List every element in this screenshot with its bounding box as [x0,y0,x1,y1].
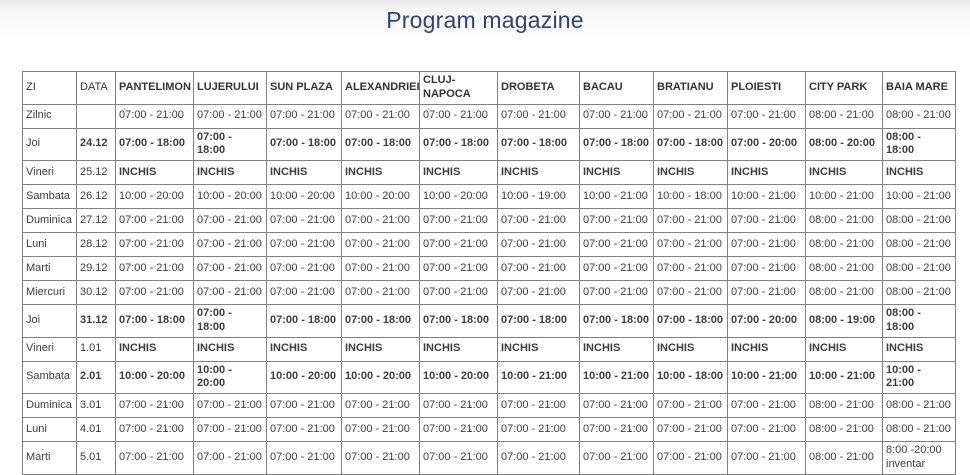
hours-cell: 07:00 - 18:00 [116,305,194,338]
date-cell [77,104,116,128]
day-cell: Joi [23,305,77,338]
column-header-alexandriei: ALEXANDRIEI [342,72,420,105]
hours-cell: 07:00 - 21:00 [194,281,267,305]
hours-cell: 08:00 - 21:00 [806,281,883,305]
column-header-baia-mare: BAIA MARE [883,72,956,105]
day-cell: Luni [23,233,77,257]
hours-cell: 07:00 - 21:00 [498,257,580,281]
hours-cell: INCHIS [267,337,342,361]
column-header-cluj-napoca: CLUJ-NAPOCA [420,72,498,105]
date-cell: 29.12 [77,257,116,281]
hours-cell: 08:00 - 21:00 [806,442,883,475]
hours-cell: 07:00 - 21:00 [420,281,498,305]
hours-cell: 07:00 - 21:00 [194,209,267,233]
hours-cell: 07:00 - 21:00 [420,394,498,418]
hours-cell: 10:00 - 20:00 [342,361,420,394]
hours-cell: 07:00 - 21:00 [498,104,580,128]
hours-cell: INCHIS [883,161,956,185]
hours-cell: INCHIS [420,337,498,361]
table-row [23,233,956,257]
date-cell: 4.01 [77,418,116,442]
hours-cell: 07:00 - 18:00 [654,128,728,161]
hours-cell: 10:00 - 21:00 [728,185,806,209]
hours-cell: 10:00 - 20:00 [420,361,498,394]
hours-cell: 10:00 - 21:00 [883,185,956,209]
hours-cell: 07:00 - 21:00 [580,281,654,305]
hours-cell: 07:00 - 21:00 [654,442,728,475]
day-cell: Marti [23,442,77,475]
hours-cell: 07:00 - 21:00 [116,442,194,475]
hours-cell: 08:00 - 21:00 [806,394,883,418]
hours-cell: INCHIS [267,161,342,185]
hours-cell: 07:00 - 21:00 [498,209,580,233]
hours-cell: 07:00 - 21:00 [342,442,420,475]
hours-cell: INCHIS [728,161,806,185]
hours-cell: 07:00 - 21:00 [116,281,194,305]
hours-cell: 07:00 - 21:00 [498,281,580,305]
hours-cell: INCHIS [420,161,498,185]
hours-cell: 07:00 - 21:00 [194,418,267,442]
column-header-lujerului: LUJERULUI [194,72,267,105]
hours-cell: 07:00 - 21:00 [580,233,654,257]
table-row [23,281,956,305]
table-row [23,418,956,442]
hours-cell: 07:00 - 21:00 [728,442,806,475]
hours-cell: 07:00 - 21:00 [267,104,342,128]
hours-cell: 08:00 - 21:00 [806,233,883,257]
hours-cell: 07:00 - 18:00 [267,305,342,338]
hours-cell: 07:00 - 21:00 [194,257,267,281]
table-row [23,394,956,418]
hours-cell: 10:00 - 20:00 [342,185,420,209]
column-header-pantelimon: PANTELIMON [116,72,194,105]
day-cell: Duminica [23,394,77,418]
hours-cell: 07:00 - 21:00 [267,233,342,257]
day-cell: Vineri [23,161,77,185]
hours-cell: 07:00 - 21:00 [728,233,806,257]
column-header-city-park: CITY PARK [806,72,883,105]
hours-cell: 10:00 - 21:00 [728,361,806,394]
hours-cell: 07:00 - 21:00 [116,394,194,418]
hours-cell: 07:00 - 21:00 [420,257,498,281]
date-cell: 2.01 [77,361,116,394]
hours-cell: 07:00 - 21:00 [580,209,654,233]
table-row [23,185,956,209]
hours-cell: 07:00 - 18:00 [498,128,580,161]
hours-cell: 10:00 - 20:00 [420,185,498,209]
hours-cell: 10:00 - 20:00 [194,185,267,209]
day-cell: Luni [23,418,77,442]
hours-cell: 07:00 - 21:00 [194,104,267,128]
hours-cell: 07:00 - 18:00 [342,128,420,161]
hours-cell: 07:00 - 21:00 [580,418,654,442]
day-cell: Vineri [23,337,77,361]
hours-cell: 07:00 - 18:00 [498,305,580,338]
hours-cell: INCHIS [194,161,267,185]
hours-cell: 07:00 - 18:00 [654,305,728,338]
hours-cell: 07:00 - 21:00 [728,281,806,305]
hours-cell: INCHIS [580,161,654,185]
table-row [23,337,956,361]
hours-cell: 10:00 - 20:00 [116,361,194,394]
hours-cell: 10:00 - 21:00 [580,185,654,209]
hours-cell: 07:00 - 21:00 [654,209,728,233]
hours-cell: 07:00 - 21:00 [116,233,194,257]
hours-cell: 07:00 - 21:00 [728,418,806,442]
day-cell: Sambata [23,361,77,394]
day-cell: Marti [23,257,77,281]
table-row [23,104,956,128]
hours-cell: INCHIS [498,161,580,185]
hours-cell: 07:00 - 21:00 [654,281,728,305]
date-cell: 30.12 [77,281,116,305]
hours-cell: INCHIS [116,337,194,361]
column-header-bacau: BACAU [580,72,654,105]
hours-cell: 08:00 - 21:00 [883,394,956,418]
hours-cell: 07:00 - 21:00 [194,233,267,257]
hours-cell: 07:00 - 21:00 [194,394,267,418]
hours-cell: 07:00 - 18:00 [580,305,654,338]
hours-cell: 07:00 - 21:00 [342,281,420,305]
hours-cell: 07:00 - 21:00 [420,209,498,233]
hours-cell: 07:00 - 21:00 [116,257,194,281]
hours-cell: 07:00 - 21:00 [728,209,806,233]
hours-cell: 07:00 - 21:00 [498,394,580,418]
hours-cell: 07:00 - 21:00 [580,257,654,281]
hours-cell: 07:00 - 20:00 [728,305,806,338]
hours-cell: INCHIS [883,337,956,361]
hours-cell: 07:00 - 21:00 [580,104,654,128]
hours-cell: 07:00 - 21:00 [342,394,420,418]
hours-cell: 08:00 - 21:00 [883,281,956,305]
hours-cell: 08:00 - 21:00 [883,209,956,233]
hours-cell: 07:00 - 21:00 [342,104,420,128]
day-cell: Sambata [23,185,77,209]
hours-cell: 08:00 - 21:00 [806,104,883,128]
hours-cell: 07:00 - 21:00 [267,281,342,305]
hours-cell: 8:00 -20:00 inventar [883,442,956,475]
hours-cell: INCHIS [806,161,883,185]
hours-cell: 07:00 - 18:00 [194,305,267,338]
hours-cell: 07:00 - 21:00 [267,209,342,233]
hours-cell: INCHIS [116,161,194,185]
hours-cell: 07:00 - 18:00 [194,128,267,161]
hours-cell: 07:00 - 18:00 [420,128,498,161]
hours-cell: 07:00 - 21:00 [267,418,342,442]
hours-cell: 07:00 - 21:00 [728,104,806,128]
hours-cell: INCHIS [806,337,883,361]
table-row [23,128,956,161]
hours-cell: 07:00 - 21:00 [654,418,728,442]
hours-cell: 10:00 - 20:00 [116,185,194,209]
hours-cell: 07:00 - 18:00 [580,128,654,161]
hours-cell: 10:00 - 18:00 [654,185,728,209]
hours-cell: 07:00 - 21:00 [498,233,580,257]
hours-cell: 08:00 - 21:00 [883,418,956,442]
table-row [23,305,956,338]
hours-cell: 07:00 - 18:00 [267,128,342,161]
date-cell: 26.12 [77,185,116,209]
hours-cell: 10:00 - 21:00 [883,361,956,394]
hours-cell: 07:00 - 21:00 [420,418,498,442]
hours-cell: 07:00 - 21:00 [342,233,420,257]
hours-cell: 07:00 - 21:00 [580,394,654,418]
date-cell: 5.01 [77,442,116,475]
date-cell: 24.12 [77,128,116,161]
day-cell: Joi [23,128,77,161]
hours-cell: 07:00 - 21:00 [420,233,498,257]
hours-cell: 07:00 - 21:00 [342,257,420,281]
hours-cell: INCHIS [498,337,580,361]
hours-cell: 07:00 - 21:00 [116,209,194,233]
hours-cell: INCHIS [580,337,654,361]
hours-cell: 08:00 - 21:00 [806,257,883,281]
hours-cell: 07:00 - 18:00 [342,305,420,338]
date-cell: 31.12 [77,305,116,338]
hours-cell: 07:00 - 21:00 [728,394,806,418]
hours-cell: 07:00 - 21:00 [267,394,342,418]
hours-cell: 10:00 - 21:00 [580,361,654,394]
hours-cell: 07:00 - 18:00 [420,305,498,338]
hours-cell: 08:00 - 18:00 [883,128,956,161]
hours-cell: 07:00 - 21:00 [654,257,728,281]
hours-cell: 08:00 - 21:00 [883,104,956,128]
hours-cell: 07:00 - 21:00 [654,233,728,257]
table-row [23,209,956,233]
hours-cell: 07:00 - 21:00 [580,442,654,475]
date-cell: 3.01 [77,394,116,418]
hours-cell: 07:00 - 21:00 [654,394,728,418]
date-cell: 25.12 [77,161,116,185]
table-row [23,161,956,185]
day-cell: Zilnic [23,104,77,128]
hours-cell: 07:00 - 21:00 [116,104,194,128]
column-header-sun-plaza: SUN PLAZA [267,72,342,105]
hours-cell: INCHIS [728,337,806,361]
table-row [23,257,956,281]
hours-cell: INCHIS [654,161,728,185]
table-row [23,442,956,475]
header-row [23,72,956,105]
hours-cell: 07:00 - 21:00 [267,257,342,281]
hours-cell: INCHIS [654,337,728,361]
hours-cell: 10:00 - 20:00 [267,361,342,394]
day-cell: Duminica [23,209,77,233]
hours-cell: 07:00 - 21:00 [342,209,420,233]
hours-cell: INCHIS [194,337,267,361]
hours-cell: 08:00 - 21:00 [883,233,956,257]
date-cell: 28.12 [77,233,116,257]
hours-cell: 07:00 - 21:00 [267,442,342,475]
hours-cell: 07:00 - 21:00 [498,418,580,442]
schedule-body [23,104,956,474]
hours-cell: 08:00 - 19:00 [806,305,883,338]
table-row [23,361,956,394]
hours-cell: 10:00 - 20:00 [194,361,267,394]
hours-cell: 07:00 - 21:00 [654,104,728,128]
hours-cell: 07:00 - 21:00 [194,442,267,475]
hours-cell: INCHIS [342,161,420,185]
date-cell: 27.12 [77,209,116,233]
hours-cell: 10:00 - 21:00 [806,361,883,394]
hours-cell: 10:00 - 19:00 [498,185,580,209]
column-header-zi: ZI [23,72,77,105]
hours-cell: 10:00 - 20:00 [267,185,342,209]
hours-cell: 07:00 - 21:00 [420,442,498,475]
hours-cell: 07:00 - 20:00 [728,128,806,161]
hours-cell: 08:00 - 21:00 [806,418,883,442]
store-schedule-table [22,71,956,475]
hours-cell: 08:00 - 21:00 [883,257,956,281]
column-header-drobeta: DROBETA [498,72,580,105]
column-header-data: DATA [77,72,116,105]
column-header-ploiesti: PLOIESTI [728,72,806,105]
column-header-bratianu: BRATIANU [654,72,728,105]
hours-cell: 07:00 - 21:00 [116,418,194,442]
hours-cell: 08:00 - 18:00 [883,305,956,338]
hours-cell: 08:00 - 21:00 [806,209,883,233]
hours-cell: INCHIS [342,337,420,361]
hours-cell: 10:00 - 18:00 [654,361,728,394]
page-title: Program magazine [386,7,584,33]
date-cell: 1.01 [77,337,116,361]
hours-cell: 07:00 - 18:00 [116,128,194,161]
hours-cell: 07:00 - 21:00 [420,104,498,128]
hours-cell: 10:00 - 21:00 [498,361,580,394]
hours-cell: 08:00 - 20:00 [806,128,883,161]
hours-cell: 07:00 - 21:00 [728,257,806,281]
day-cell: Miercuri [23,281,77,305]
hours-cell: 07:00 - 21:00 [498,442,580,475]
hours-cell: 10:00 - 21:00 [806,185,883,209]
hours-cell: 07:00 - 21:00 [342,418,420,442]
